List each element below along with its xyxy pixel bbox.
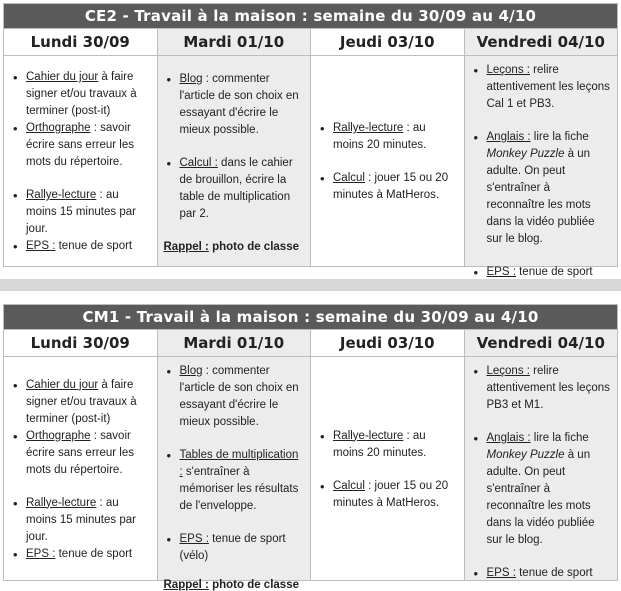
- list-item: • Anglais : lire la fiche Monkey Puzzle à un adulte. On peut s'entraîner à reconnaître les mots dans la vidéo publiée sur le blog.: [487, 129, 612, 248]
- cm1-col-mardi: [158, 357, 312, 591]
- list-item: • Blog : commenter l'article de son choix en essayant d'écrire le mieux possible.: [180, 71, 305, 139]
- cm1-rappel-note: Rappel : photo de classe: [163, 579, 299, 591]
- cm1-title: CM1 - Travail à la maison : semaine du 30/09 au 4/10: [4, 305, 617, 329]
- list-item: • Cahier du jour à faire signer et/ou travaux à terminer (post-it): [26, 69, 151, 120]
- cm1-header-mardi: Mardi 01/10: [158, 330, 312, 356]
- list-item: • EPS : tenue de sport (vélo): [180, 531, 305, 565]
- list-item: • Orthographe : savoir écrire sans erreur les mots du répertoire.: [26, 428, 151, 479]
- ce2-col-jeudi: [311, 56, 465, 266]
- cm1-header-lundi: Lundi 30/09: [4, 330, 158, 356]
- cm1-body: [4, 357, 617, 591]
- list-item: • Blog : commenter l'article de son choix en essayant d'écrire le mieux possible.: [180, 363, 305, 431]
- cm1-col-lundi: [4, 357, 158, 580]
- list-item: • EPS : tenue de sport: [487, 565, 612, 582]
- list-item: • Calcul : jouer 15 ou 20 minutes à MatHeros.: [333, 170, 458, 204]
- cm1-day-headers: [4, 329, 617, 357]
- list-item: • Cahier du jour à faire signer et/ou travaux à terminer (post-it): [26, 377, 151, 428]
- ce2-header-lundi: Lundi 30/09: [4, 29, 158, 55]
- ce2-header-jeudi: Jeudi 03/10: [311, 29, 465, 55]
- list-item: • EPS : tenue de sport: [26, 546, 151, 563]
- cm1-header-jeudi: Jeudi 03/10: [311, 330, 465, 356]
- ce2-schedule: [3, 3, 618, 278]
- list-item: • EPS : tenue de sport: [26, 238, 151, 255]
- ce2-day-headers: [4, 28, 617, 56]
- list-item: • Rallye-lecture : au moins 20 minutes.: [333, 428, 458, 462]
- cm1-schedule: [3, 304, 618, 591]
- ce2-body: [4, 56, 617, 278]
- list-item: • Leçons : relire attentivement les leçons Cal 1 et PB3.: [487, 62, 612, 113]
- list-item: • Orthographe : savoir écrire sans erreur les mots du répertoire.: [26, 120, 151, 171]
- ce2-header-mardi: Mardi 01/10: [158, 29, 312, 55]
- section-divider: [0, 279, 621, 291]
- cm1-header-vendredi: Vendredi 04/10: [465, 330, 618, 356]
- list-item: • Anglais : lire la fiche Monkey Puzzle à un adulte. On peut s'entraîner à reconnaître les mots dans la vidéo publiée sur le blog.: [487, 430, 612, 549]
- ce2-col-lundi: [4, 56, 158, 266]
- ce2-title: CE2 - Travail à la maison : semaine du 30/09 au 4/10: [4, 4, 617, 28]
- cm1-col-vendredi: [465, 357, 618, 580]
- cm1-col-jeudi: [311, 357, 465, 580]
- ce2-col-vendredi: [465, 56, 618, 278]
- list-item: • Calcul : jouer 15 ou 20 minutes à MatHeros.: [333, 478, 458, 512]
- list-item: • Calcul : dans le cahier de brouillon, écrire la table de multiplication par 2.: [180, 155, 305, 223]
- list-item: • EPS : tenue de sport: [487, 264, 612, 281]
- ce2-header-vendredi: Vendredi 04/10: [465, 29, 618, 55]
- list-item: • Rallye-lecture : au moins 15 minutes par jour.: [26, 495, 151, 546]
- list-item: • Tables de multiplication : s'entraîner à mémoriser les résultats de l'enveloppe.: [180, 447, 305, 515]
- ce2-rappel-note: Rappel : photo de classe: [163, 241, 299, 253]
- list-item: • Leçons : relire attentivement les leçons PB3 et M1.: [487, 363, 612, 414]
- ce2-col-mardi: [158, 56, 312, 266]
- list-item: • Rallye-lecture : au moins 15 minutes par jour.: [26, 187, 151, 238]
- list-item: • Rallye-lecture : au moins 20 minutes.: [333, 120, 458, 154]
